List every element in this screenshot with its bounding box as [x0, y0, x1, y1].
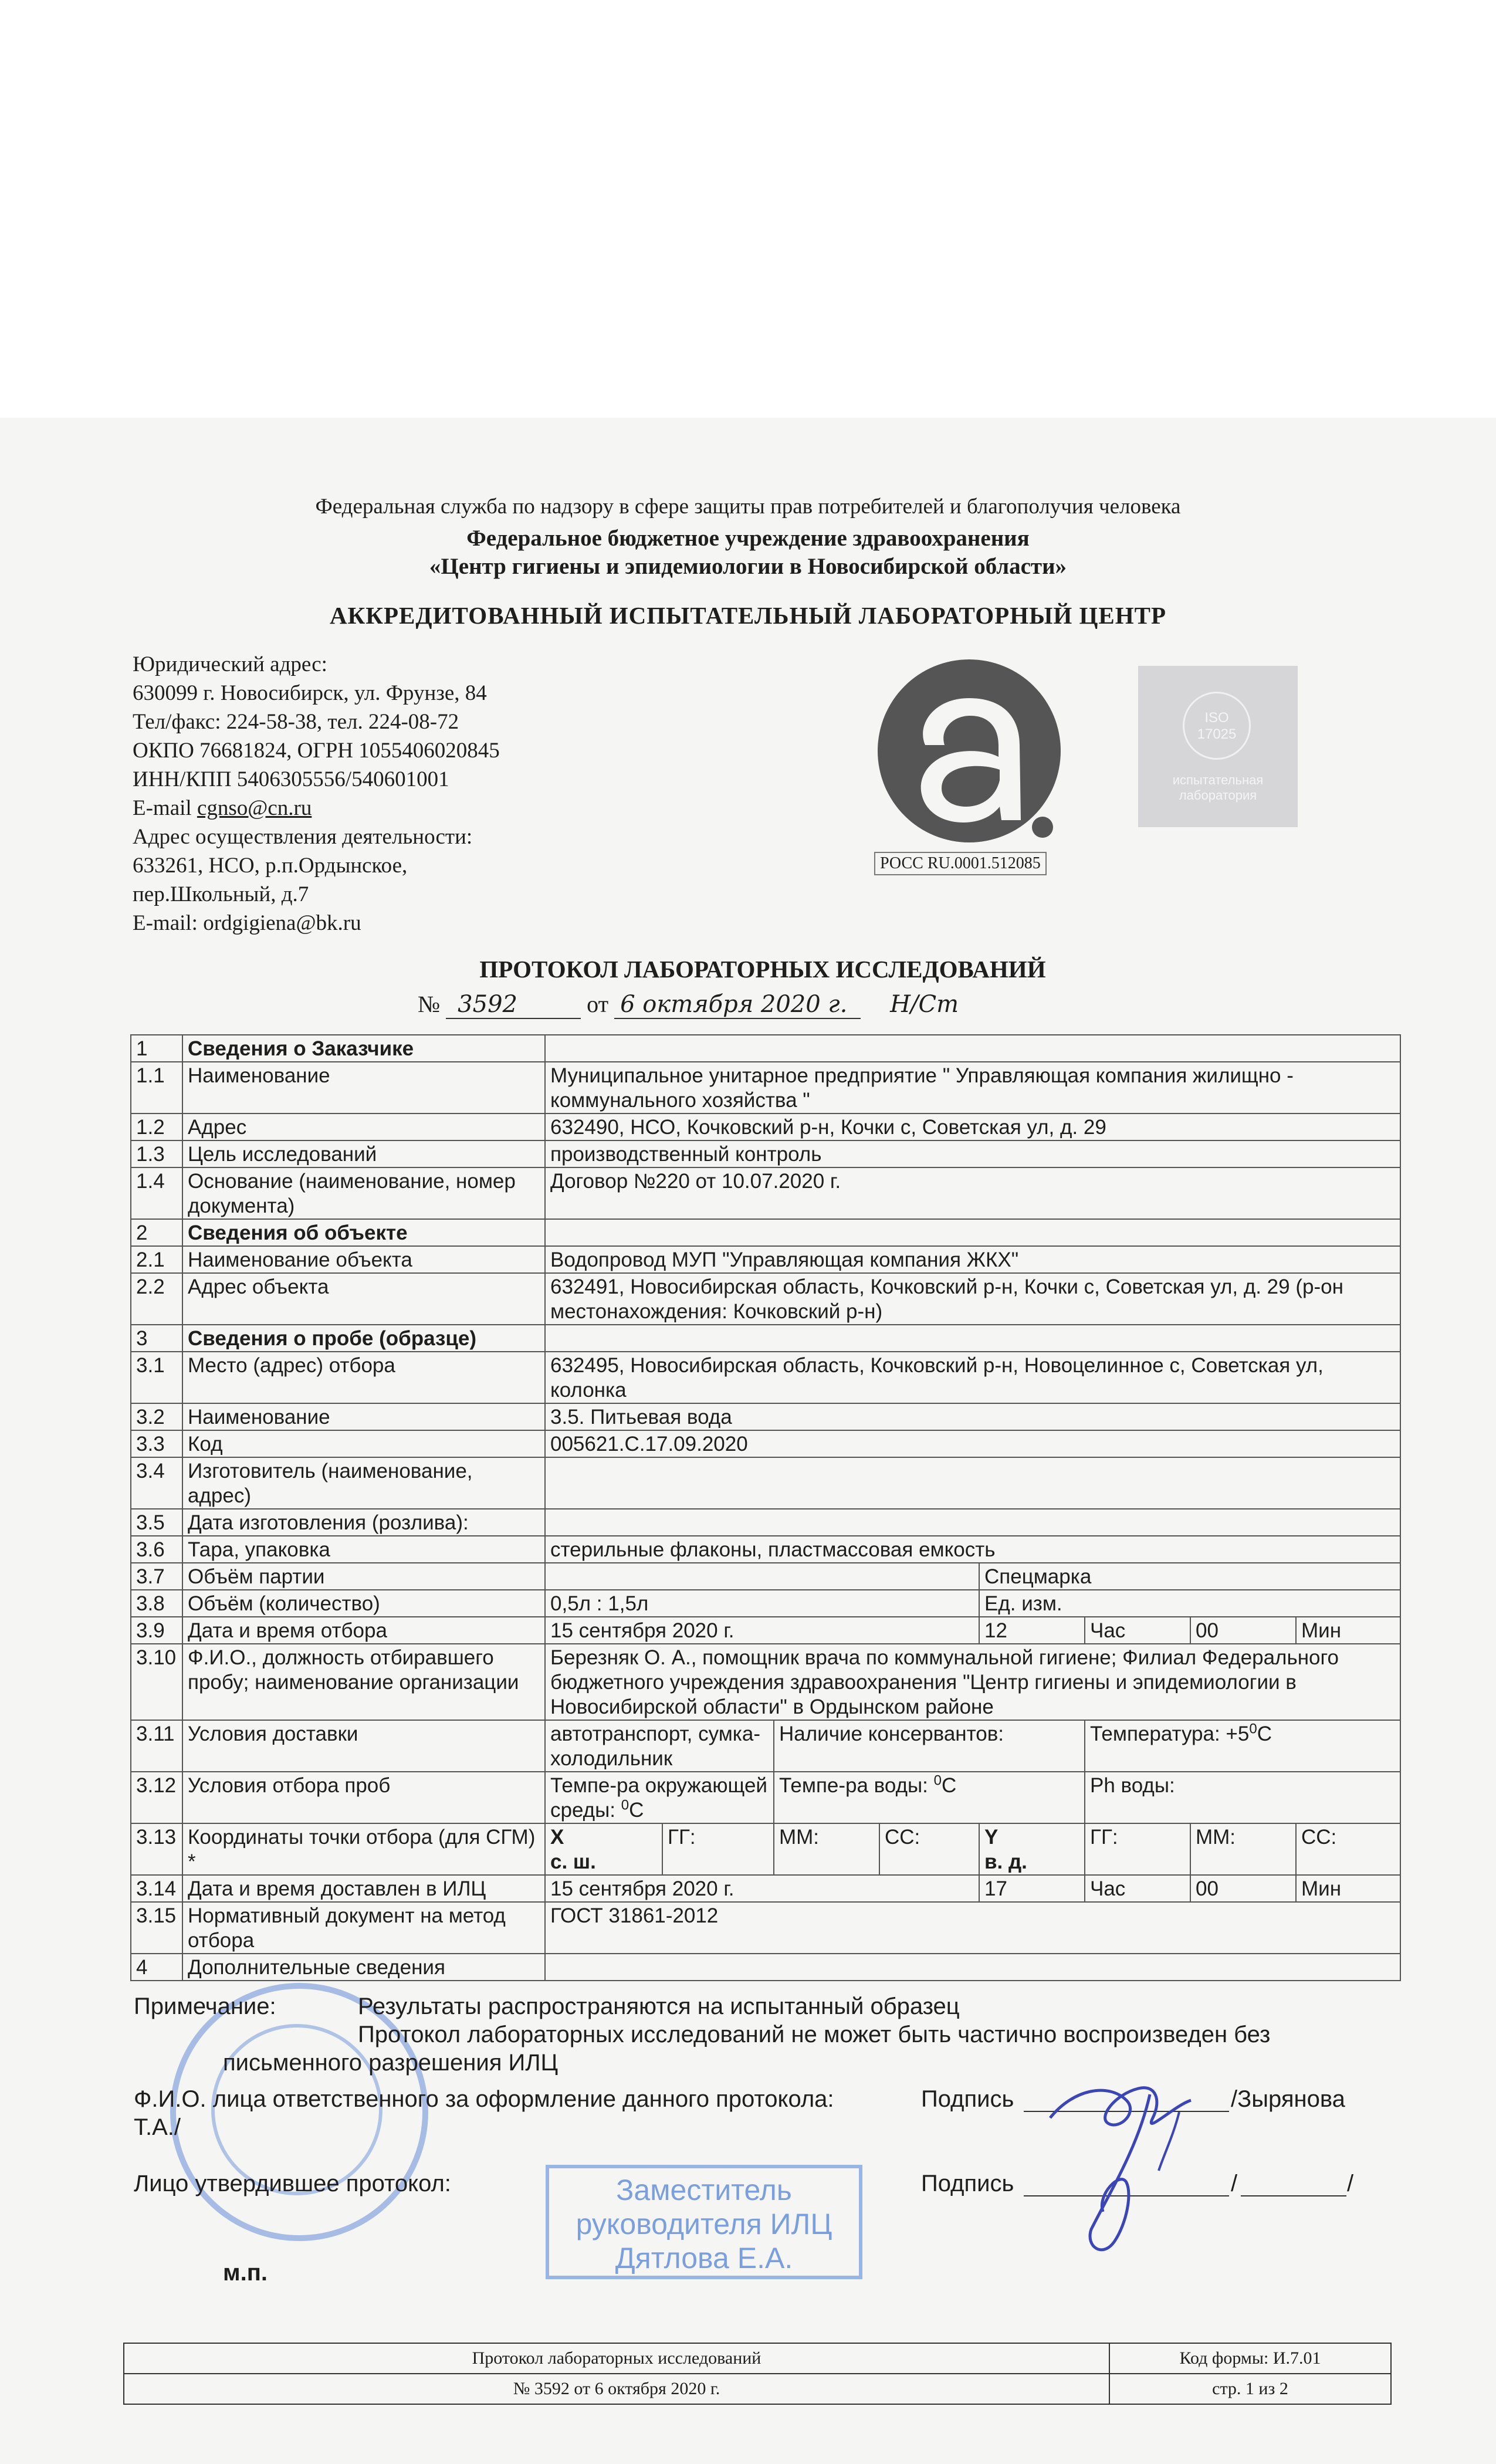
- section-title: Сведения о Заказчике: [182, 1035, 545, 1062]
- coord-label: СС:: [1296, 1823, 1400, 1875]
- table-row: [131, 1167, 1400, 1219]
- signature-label: Подпись: [921, 2086, 1014, 2112]
- address-block: [133, 650, 500, 937]
- row-value: Муниципальное унитарное предприятие " Управляющая компания жилищно - коммунального хозяйства ": [545, 1062, 1400, 1113]
- unit-label: Ед. изм.: [979, 1590, 1400, 1617]
- row-label: Объём партии: [182, 1563, 545, 1590]
- sampling-date: 15 сентября 2020 г.: [545, 1617, 979, 1644]
- agency-line: Федеральная служба по надзору в сфере защиты прав потребителей и благополучия человека: [315, 495, 1181, 519]
- empty-cell: [545, 1035, 1400, 1062]
- protocol-number: 3592: [446, 991, 581, 1019]
- table-row: [131, 1403, 1400, 1430]
- iso-caption: испытательная лаборатория: [1172, 773, 1264, 803]
- iso-logo: [1138, 666, 1298, 827]
- table-row: [131, 1325, 1400, 1352]
- lab-center-title: АККРЕДИТОВАННЫЙ ИСПЫТАТЕЛЬНЫЙ ЛАБОРАТОРНЫЙ ЦЕНТР: [329, 602, 1167, 629]
- row-value: 3.5. Питьевая вода: [545, 1403, 1400, 1430]
- table-row: [131, 1590, 1400, 1617]
- water-temp-cell: Темпе-ра воды: $^0$С: [774, 1772, 1085, 1823]
- address-line: Адрес осуществления деятельности:: [133, 825, 473, 849]
- row-value: 005621.С.17.09.2020: [545, 1430, 1400, 1457]
- row-label: Наименование: [182, 1062, 545, 1113]
- table-row: [131, 1062, 1400, 1113]
- minute-value: 00: [1190, 1875, 1296, 1902]
- row-number: 4: [131, 1954, 182, 1981]
- blank-top-area: [0, 0, 1496, 418]
- row-value: Водопровод МУП "Управляющая компания ЖКХ": [545, 1246, 1400, 1273]
- table-row: [131, 1509, 1400, 1536]
- address-line: ИНН/КПП 5406305556/540601001: [133, 767, 449, 791]
- deputy-stamp: Заместитель руководителя ИЛЦ Дятлова Е.А.: [546, 2165, 862, 2279]
- address-line: Юридический адрес:: [133, 652, 327, 676]
- address-line: ОКПО 76681824, ОГРН 1055406020845: [133, 739, 500, 763]
- row-number: 2.2: [131, 1273, 182, 1325]
- row-label: Место (адрес) отбора: [182, 1352, 545, 1403]
- row-label: Тара, упаковка: [182, 1536, 545, 1563]
- row-number: 3.10: [131, 1644, 182, 1720]
- table-row: [131, 1954, 1400, 1981]
- row-number: 3.2: [131, 1403, 182, 1430]
- protocol-table: [130, 1034, 1401, 1981]
- coord-label: ММ:: [774, 1823, 879, 1875]
- preservatives-label: Наличие консервантов:: [774, 1720, 1085, 1772]
- table-row: [131, 1875, 1400, 1902]
- row-label: Цель исследований: [182, 1140, 545, 1167]
- protocol-date: 6 октября 2020 г.: [614, 991, 861, 1019]
- address-line: пер.Школьный, д.7: [133, 882, 309, 906]
- hour-label: Час: [1085, 1617, 1190, 1644]
- address-line: E-mail: ordgigiena@bk.ru: [133, 911, 361, 935]
- footer-title: Протокол лабораторных исследований: [124, 2343, 1109, 2374]
- section-title: Сведения об объекте: [182, 1219, 545, 1246]
- row-value: 0,5л : 1,5л: [545, 1590, 979, 1617]
- institution-line: Федеральное бюджетное учреждение здравоохранения: [466, 526, 1030, 551]
- note-text: Протокол лабораторных исследований не может быть частично воспроизведен без: [358, 2022, 1271, 2047]
- table-row: [131, 1536, 1400, 1563]
- table-row: [124, 2374, 1391, 2404]
- accreditation-logo: [875, 657, 1063, 845]
- minute-label: Мин: [1296, 1875, 1400, 1902]
- empty-cell: [545, 1457, 1400, 1509]
- table-row: [131, 1219, 1400, 1246]
- empty-cell: [545, 1325, 1400, 1352]
- row-label: Адрес объекта: [182, 1273, 545, 1325]
- row-value: стерильные флаконы, пластмассовая емкость: [545, 1536, 1400, 1563]
- row-label: Дата и время отбора: [182, 1617, 545, 1644]
- row-number: 1.3: [131, 1140, 182, 1167]
- table-row: [131, 1720, 1400, 1772]
- center-name-line: «Центр гигиены и эпидемиологии в Новосибирской области»: [429, 554, 1067, 579]
- coord-label: ГГ:: [662, 1823, 774, 1875]
- address-line: Тел/факс: 224-58-38, тел. 224-08-72: [133, 710, 459, 734]
- coord-label: СС:: [879, 1823, 979, 1875]
- row-value: 632495, Новосибирская область, Кочковский р-н, Новоцелинное с, Советская ул, колонка: [545, 1352, 1400, 1403]
- table-row: [131, 1246, 1400, 1273]
- responsible-name-tail: Т.А./: [134, 2114, 181, 2140]
- row-label: Координаты точки отбора (для СГМ) *: [182, 1823, 545, 1875]
- minute-value: 00: [1190, 1617, 1296, 1644]
- temperature-cell: Температура: $+5^0С$: [1085, 1720, 1400, 1772]
- row-label: Нормативный документ на метод отбора: [182, 1902, 545, 1954]
- table-row: [131, 1352, 1400, 1403]
- empty-cell: [545, 1509, 1400, 1536]
- row-number: 1.2: [131, 1113, 182, 1140]
- address-line: 633261, НСО, р.п.Ордынское,: [133, 854, 408, 878]
- table-row: [131, 1140, 1400, 1167]
- table-row: [131, 1823, 1400, 1875]
- table-row: [131, 1430, 1400, 1457]
- approver-label: Лицо утвердившее протокол:: [134, 2171, 451, 2196]
- delivery-date: 15 сентября 2020 г.: [545, 1875, 979, 1902]
- footer-table: [123, 2343, 1392, 2405]
- row-number: 1.1: [131, 1062, 182, 1113]
- email-link[interactable]: cgnso@cn.ru: [197, 796, 312, 820]
- row-number: 2.1: [131, 1246, 182, 1273]
- table-row: [131, 1035, 1400, 1062]
- row-number: 3.9: [131, 1617, 182, 1644]
- row-label: Адрес: [182, 1113, 545, 1140]
- row-label: Наименование: [182, 1403, 545, 1430]
- responsible-label: Ф.И.О. лица ответственного за оформление данного протокола:: [134, 2086, 834, 2112]
- date-line: [1241, 2195, 1346, 2196]
- protocol-suffix: Н/Ст: [890, 991, 959, 1018]
- row-number: 3.14: [131, 1875, 182, 1902]
- email-line: E-mail cgnso@cn.ru: [133, 796, 312, 820]
- ambient-temp-cell: Темпе-ра окружающей среды: $^0$С: [545, 1772, 774, 1823]
- row-label: Дополнительные сведения: [182, 1954, 545, 1981]
- row-number: 3.5: [131, 1509, 182, 1536]
- row-label: Код: [182, 1430, 545, 1457]
- table-row: [131, 1563, 1400, 1590]
- slash: /: [1347, 2171, 1354, 2196]
- address-line: 630099 г. Новосибирск, ул. Фрунзе, 84: [133, 681, 487, 705]
- row-number: 1: [131, 1035, 182, 1062]
- row-number: 3.8: [131, 1590, 182, 1617]
- table-row: [131, 1273, 1400, 1325]
- row-number: 3.1: [131, 1352, 182, 1403]
- minute-label: Мин: [1296, 1617, 1400, 1644]
- row-value: 632490, НСО, Кочковский р-н, Кочки с, Советская ул, д. 29: [545, 1113, 1400, 1140]
- page-number: стр. 1 из 2: [1109, 2374, 1391, 2404]
- protocol-number-line: № 3592 от 6 октября 2020 г. Н/Ст: [418, 991, 959, 1018]
- row-label: Условия отбора проб: [182, 1772, 545, 1823]
- row-value: Договор №220 от 10.07.2020 г.: [545, 1167, 1400, 1219]
- hour-label: Час: [1085, 1875, 1190, 1902]
- row-number: 3.3: [131, 1430, 182, 1457]
- hour-value: 12: [979, 1617, 1085, 1644]
- accreditation-number: РОСС RU.0001.512085: [874, 852, 1047, 875]
- delivery-transport: автотранспорт, сумка-холодильник: [545, 1720, 774, 1772]
- table-row: [131, 1617, 1400, 1644]
- row-label: Изготовитель (наименование, адрес): [182, 1457, 545, 1509]
- row-label: Дата изготовления (розлива):: [182, 1509, 545, 1536]
- row-number: 1.4: [131, 1167, 182, 1219]
- table-row: [131, 1902, 1400, 1954]
- table-row: [131, 1457, 1400, 1509]
- table-row: [131, 1644, 1400, 1720]
- row-number: 3: [131, 1325, 182, 1352]
- note-label: Примечание:: [134, 1993, 276, 2019]
- empty-cell: [545, 1954, 1400, 1981]
- row-label: Ф.И.О., должность отбиравшего пробу; наименование организации: [182, 1644, 545, 1720]
- coord-y-cell: Y в. д.: [979, 1823, 1085, 1875]
- row-number: 3.7: [131, 1563, 182, 1590]
- seal-place-label: м.п.: [223, 2260, 268, 2286]
- row-number: 3.12: [131, 1772, 182, 1823]
- coord-x-cell: X с. ш.: [545, 1823, 662, 1875]
- table-row: [131, 1772, 1400, 1823]
- special-mark-label: Спецмарка: [979, 1563, 1400, 1590]
- iso-circle: ISO 17025: [1183, 692, 1251, 760]
- row-label: Дата и время доставлен в ИЛЦ: [182, 1875, 545, 1902]
- slash: /: [1231, 2171, 1238, 2196]
- row-value: 632491, Новосибирская область, Кочковский р-н, Кочки с, Советская ул, д. 29 (р-он местонахождения: Кочковский р-н): [545, 1273, 1400, 1325]
- row-label: Наименование объекта: [182, 1246, 545, 1273]
- footer-protocol-ref: № 3592 от 6 октября 2020 г.: [124, 2374, 1109, 2404]
- form-code: Код формы: И.7.01: [1109, 2343, 1391, 2374]
- signatory-name: /Зырянова: [1231, 2086, 1345, 2112]
- row-number: 3.15: [131, 1902, 182, 1954]
- empty-cell: [545, 1219, 1400, 1246]
- row-number: 2: [131, 1219, 182, 1246]
- note-text: письменного разрешения ИЛЦ: [223, 2050, 559, 2076]
- empty-cell: [545, 1563, 979, 1590]
- row-number: 3.4: [131, 1457, 182, 1509]
- row-number: 3.13: [131, 1823, 182, 1875]
- table-row: [124, 2343, 1391, 2374]
- row-label: Условия доставки: [182, 1720, 545, 1772]
- row-label: Объём (количество): [182, 1590, 545, 1617]
- row-number: 3.6: [131, 1536, 182, 1563]
- row-value: Березняк О. А., помощник врача по коммунальной гигиене; Филиал Федерального бюджетного учреждения здравоохранения "Центр гигиены и эпидемиологии в Новосибирской области" в Ордынском районе: [545, 1644, 1400, 1720]
- handwritten-signature: [1038, 2053, 1214, 2276]
- signature-label: Подпись: [921, 2171, 1014, 2196]
- coord-label: ММ:: [1190, 1823, 1296, 1875]
- row-label: Основание (наименование, номер документа): [182, 1167, 545, 1219]
- row-number: 3.11: [131, 1720, 182, 1772]
- row-value: ГОСТ 31861-2012: [545, 1902, 1400, 1954]
- row-value: производственный контроль: [545, 1140, 1400, 1167]
- ph-label: Ph воды:: [1085, 1772, 1400, 1823]
- hour-value: 17: [979, 1875, 1085, 1902]
- table-row: [131, 1113, 1400, 1140]
- coord-label: ГГ:: [1085, 1823, 1190, 1875]
- protocol-title: ПРОТОКОЛ ЛАБОРАТОРНЫХ ИССЛЕДОВАНИЙ: [479, 956, 1046, 983]
- note-text: Результаты распространяются на испытанный образец: [358, 1993, 960, 2019]
- section-title: Сведения о пробе (образце): [182, 1325, 545, 1352]
